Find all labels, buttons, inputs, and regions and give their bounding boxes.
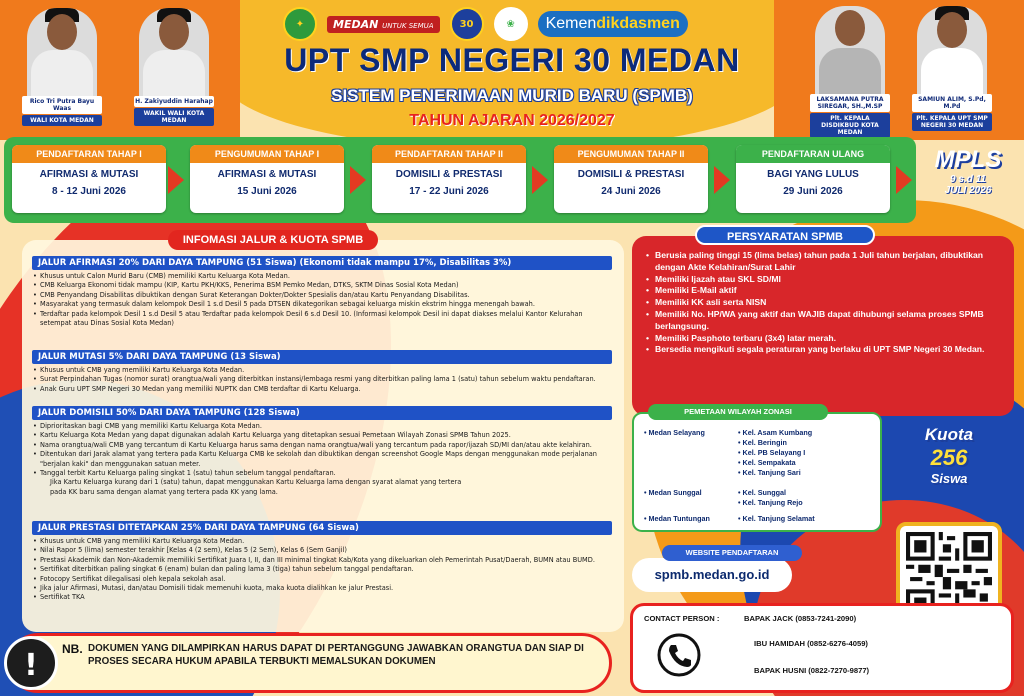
- section-heading: JALUR MUTASI 5% DARI DAYA TAMPUNG (13 Siswa): [32, 350, 612, 364]
- stage-date: 29 Juni 2026: [783, 186, 843, 197]
- academic-year: TAHUN AJARAN 2026/2027: [409, 112, 615, 129]
- list-item: • Sertifikat diterbitkan paling singkat 6 (enam) bulan dan paling lama 3 (tiga) tahun sebelum tanggal pendaftaran.: [32, 565, 612, 574]
- list-item: • Khusus untuk CMB yang memiliki Kartu Keluarga Kota Medan.: [32, 366, 612, 375]
- kemendikdasmen-logo: Kemendikdasmen: [538, 11, 688, 37]
- list-item: • Kartu Keluarga Kota Medan yang dapat digunakan adalah Kartu Keluarga yang ditetapkan sesuai Pemetaan Wilayah Zonasi SPMB Tahun 2025.: [32, 431, 612, 440]
- website-title: WEBSITE PENDAFTARAN: [662, 545, 802, 561]
- schedule-stage-2: [190, 145, 344, 213]
- list-note: Jika Kartu Keluarga kurang dari 1 (satu) tahun, dapat menggunakan Kartu Keluarga lama dengan syarat alamat yang tertera: [50, 478, 462, 487]
- portrait-photo: [27, 8, 97, 96]
- arrow-right-icon: [532, 166, 548, 194]
- list-item: • Ditentukan dari Jarak alamat yang tertera pada Kartu Keluarga CMB ke sekolah dan dibuktikan dengan screenshot Google Maps dengan menggunakan mode perjalanan "berjalan kaki" dan menggunakan satuan meter.: [32, 450, 612, 469]
- official-name: SAMIUN ALIM, S.Pd, M.Pd: [912, 94, 992, 112]
- list-item: • CMB Keluarga Ekonomi tidak mampu (KIP, Kartu PKH/KKS, Penerima BSM Pemko Medan, DTKS, SKTM Dinas Sosial Kota Medan): [32, 281, 612, 290]
- stage-name: AFIRMASI & MUTASI: [217, 169, 317, 180]
- mpls-dates: 9 s.d 11: [950, 174, 986, 185]
- contact-person-3: BAPAK HUSNI (0822-7270-9877): [754, 666, 870, 675]
- section-domisili: [32, 406, 612, 497]
- contact-person-1: BAPAK JACK (0853-7241-2090): [744, 614, 857, 623]
- official-portrait-mayor: [22, 8, 102, 138]
- mpls-badge: [918, 146, 1018, 196]
- warning-icon: !: [4, 636, 58, 690]
- stage-date: 17 - 22 Juni 2026: [409, 186, 489, 197]
- stage-date: 15 Juni 2026: [237, 186, 297, 197]
- section-heading: JALUR AFIRMASI 20% DARI DAYA TAMPUNG (51 Siswa) (Ekonomi tidak mampu 17%, Disabilitas 3%): [32, 256, 612, 270]
- stage-name: AFIRMASI & MUTASI: [39, 169, 139, 180]
- quota-label: Kuota: [924, 425, 974, 444]
- list-item: • CMB Penyandang Disabilitas dibuktikan dengan Surat Keterangan Dokter/Dokter Spesialis dan/atau Kartu Penyandang Disabilitas.: [32, 291, 612, 300]
- stage-header: PENDAFTARAN TAHAP I: [12, 145, 166, 163]
- medan-city-emblem-icon: ✦: [283, 7, 317, 41]
- stage-name: DOMISILI & PRESTASI: [577, 169, 685, 180]
- medan-untuk-semua-logo: MEDAN UNTUK SEMUA: [327, 16, 440, 33]
- schedule-stage-5: [736, 145, 890, 213]
- info-panel-title: INFOMASI JALUR & KUOTA SPMB: [168, 230, 378, 250]
- list-item: • Anak Guru UPT SMP Negeri 30 Medan yang memiliki NUPTK dan CMB terdaftar di Kartu Keluarga.: [32, 385, 612, 394]
- list-item: • Khusus untuk CMB yang memiliki Kartu Keluarga Kota Medan.: [32, 537, 612, 546]
- mpls-title: MPLS: [934, 146, 1002, 173]
- requirement-item: • Memiliki No. HP/WA yang aktif dan WAJIB dapat dihubungi selama proses SPMB berlangsung.: [646, 309, 1004, 333]
- tut-wuri-logo-icon: ❀: [494, 7, 528, 41]
- requirement-item: • Bersedia mengikuti segala peraturan yang berlaku di UPT SMP Negeri 30 Medan.: [646, 344, 1004, 356]
- portrait-photo: [815, 6, 885, 94]
- district-name: • Medan Tuntungan: [644, 514, 710, 523]
- contact-person-2: IBU HAMIDAH (0852-6276-4059): [754, 639, 868, 648]
- quota-number: 256: [930, 445, 968, 470]
- smp30-school-logo: 30: [450, 7, 484, 41]
- district-name: • Medan Sunggal: [644, 488, 702, 497]
- kelurahan-list: • Kel. Asam Kumbang • Kel. Beringin • Kel. PB Selayang I • Kel. Sempakata • Kel. Tanjung Sari: [738, 428, 813, 477]
- arrow-right-icon: [714, 166, 730, 194]
- official-role: WAKIL WALI KOTA MEDAN: [134, 108, 214, 126]
- stage-header: PENDAFTARAN TAHAP II: [372, 145, 526, 163]
- section-prestasi: [32, 521, 612, 603]
- kelurahan-list: • Kel. Tanjung Selamat: [738, 514, 815, 523]
- requirements-title: PERSYARATAN SPMB: [695, 225, 875, 245]
- logo-row: [283, 4, 763, 44]
- stage-name: BAGI YANG LULUS: [767, 169, 859, 180]
- list-item: • Surat Perpindahan Tugas (nomor surat) orangtua/wali yang diterbitkan instansi/lembaga resmi yang diterbitkan paling lama 1 (satu) tahun sebelum waktu pendaftaran.: [32, 375, 612, 384]
- section-heading: JALUR PRESTASI DITETAPKAN 25% DARI DAYA TAMPUNG (64 Siswa): [32, 521, 612, 535]
- requirement-item: • Memiliki Ijazah atau SKL SD/MI: [646, 274, 1004, 286]
- kelurahan-list: • Kel. Sunggal • Kel. Tanjung Rejo: [738, 488, 803, 507]
- list-item: • Tanggal terbit Kartu Keluarga paling singkat 1 (satu) tahun sebelum tanggal pendaftaran.: [32, 469, 612, 478]
- list-item: • Masyarakat yang termasuk dalam kelompok Desil 1 s.d Desil 5 pada DTSEN dikategorikan sebagai keluarga miskin ekstrim hingga menengah bawah.: [32, 300, 612, 309]
- list-item: • Jika jalur Afirmasi, Mutasi, dan/atau Domisili tidak memenuhi kuota, maka kuota dialihkan ke jalur Prestasi.: [32, 584, 612, 593]
- requirement-item: • Memiliki KK asli serta NISN: [646, 297, 1004, 309]
- list-item: • Khusus untuk Calon Murid Baru (CMB) memiliki Kartu Keluarga Kota Medan.: [32, 272, 612, 281]
- stage-header: PENDAFTARAN ULANG: [736, 145, 890, 163]
- list-item: • Prestasi Akademik dan Non-Akademik memiliki Sertifikat Juara I, II, dan III minimal tingkat Kab/Kota yang dikeluarkan oleh Pemerintah Pusat/Daerah, BUMN atau BUMD.: [32, 556, 612, 565]
- list-item: • Sertifikat TKA: [32, 593, 612, 602]
- zoning-title: PEMETAAN WILAYAH ZONASI: [648, 404, 828, 420]
- stage-date: 24 Juni 2026: [601, 186, 661, 197]
- page-title: UPT SMP NEGERI 30 MEDAN: [284, 42, 740, 78]
- official-name: H. Zakiyuddin Harahap: [135, 98, 213, 105]
- website-link[interactable]: spmb.medan.go.id: [632, 558, 792, 592]
- notice-text: DOKUMEN YANG DILAMPIRKAN HARUS DAPAT DI PERTANGGUNG JAWABKAN ORANGTUA DAN SIAP DI PROSES SECARA HUKUM APABILA TERBUKTI MEMALSUKAN DOKUMEN: [88, 643, 584, 667]
- list-item: • Fotocopy Sertifikat dilegalisasi oleh kepala sekolah asal.: [32, 575, 612, 584]
- arrow-right-icon: [896, 166, 912, 194]
- official-role: Plt. KEPALA DISDIKBUD KOTA MEDAN: [810, 113, 890, 138]
- contact-label: CONTACT PERSON :: [644, 614, 720, 623]
- requirement-item: • Memiliki E-Mail aktif: [646, 285, 1004, 297]
- official-role: Plt. KEPALA UPT SMP NEGERI 30 MEDAN: [912, 113, 992, 131]
- stage-date: 8 - 12 Juni 2026: [52, 186, 126, 197]
- list-item: • Nama orangtua/wali CMB yang tercantum di Kartu Keluarga harus sama dengan nama orangtua/wali yang tercantum pada rapor/ijazah SD/MI dan/atau akte kelahiran.: [32, 441, 612, 450]
- list-item: • Nilai Rapor 5 (lima) semester terakhir [Kelas 4 (2 sem), Kelas 5 (2 Sem), Kelas 6 (Sem Ganjil): [32, 546, 612, 555]
- requirement-item: • Berusia paling tinggi 15 (lima belas) tahun pada 1 Juli tahun berjalan, dibuktikan dengan Akte Kelahiran/Surat Lahir: [646, 250, 1004, 274]
- requirement-item: • Memiliki Pasphoto terbaru (3x4) latar merah.: [646, 333, 1004, 345]
- official-role: WALI KOTA MEDAN: [22, 115, 102, 126]
- official-name: Rico Tri Putra Bayu Waas: [22, 96, 102, 114]
- stage-header: PENGUMUMAN TAHAP I: [190, 145, 344, 163]
- section-heading: JALUR DOMISILI 50% DARI DAYA TAMPUNG (128 Siswa): [32, 406, 612, 420]
- arrow-right-icon: [350, 166, 366, 194]
- official-portrait-head-disdikbud: [810, 6, 890, 136]
- schedule-stage-3: [372, 145, 526, 213]
- arrow-right-icon: [168, 166, 184, 194]
- official-portrait-principal: [912, 6, 992, 136]
- schedule-stage-1: [12, 145, 166, 213]
- schedule-stage-4: [554, 145, 708, 213]
- official-name: LAKSAMANA PUTRA SIREGAR, SH.,M.SP: [810, 94, 890, 112]
- portrait-photo: [139, 8, 209, 96]
- mpls-month: JULI 2026: [944, 185, 992, 196]
- district-name: • Medan Selayang: [644, 428, 705, 437]
- list-note: pada KK baru sama dengan alamat yang tertera pada KK yang lama.: [50, 487, 278, 496]
- list-item: • Diprioritaskan bagi CMB yang memiliki Kartu Keluarga Kota Medan.: [32, 422, 612, 431]
- official-portrait-vice-mayor: [134, 8, 214, 138]
- stage-header: PENGUMUMAN TAHAP II: [554, 145, 708, 163]
- stage-name: DOMISILI & PRESTASI: [395, 169, 503, 180]
- list-item: • Terdaftar pada kelompok Desil 1 s.d Desil 5 atau Terdaftar pada kelompok Desil 6 s.d Desil 10. (Informasi kelompok Desil ini dapat diakses melalui Kantor Kelurahan setempat atau Dinas Sosial Kota Medan): [32, 310, 612, 329]
- notice-label: NB.: [62, 642, 83, 656]
- section-afirmasi: [32, 256, 612, 328]
- page-subtitle: SISTEM PENERIMAAN MURID BARU (SPMB): [331, 86, 693, 105]
- section-mutasi: [32, 350, 612, 394]
- portrait-photo: [917, 6, 987, 94]
- quota-unit: Siswa: [930, 471, 968, 486]
- requirements-panel: [632, 236, 1014, 416]
- phone-icon: [656, 632, 702, 678]
- quota-badge: [884, 425, 1014, 486]
